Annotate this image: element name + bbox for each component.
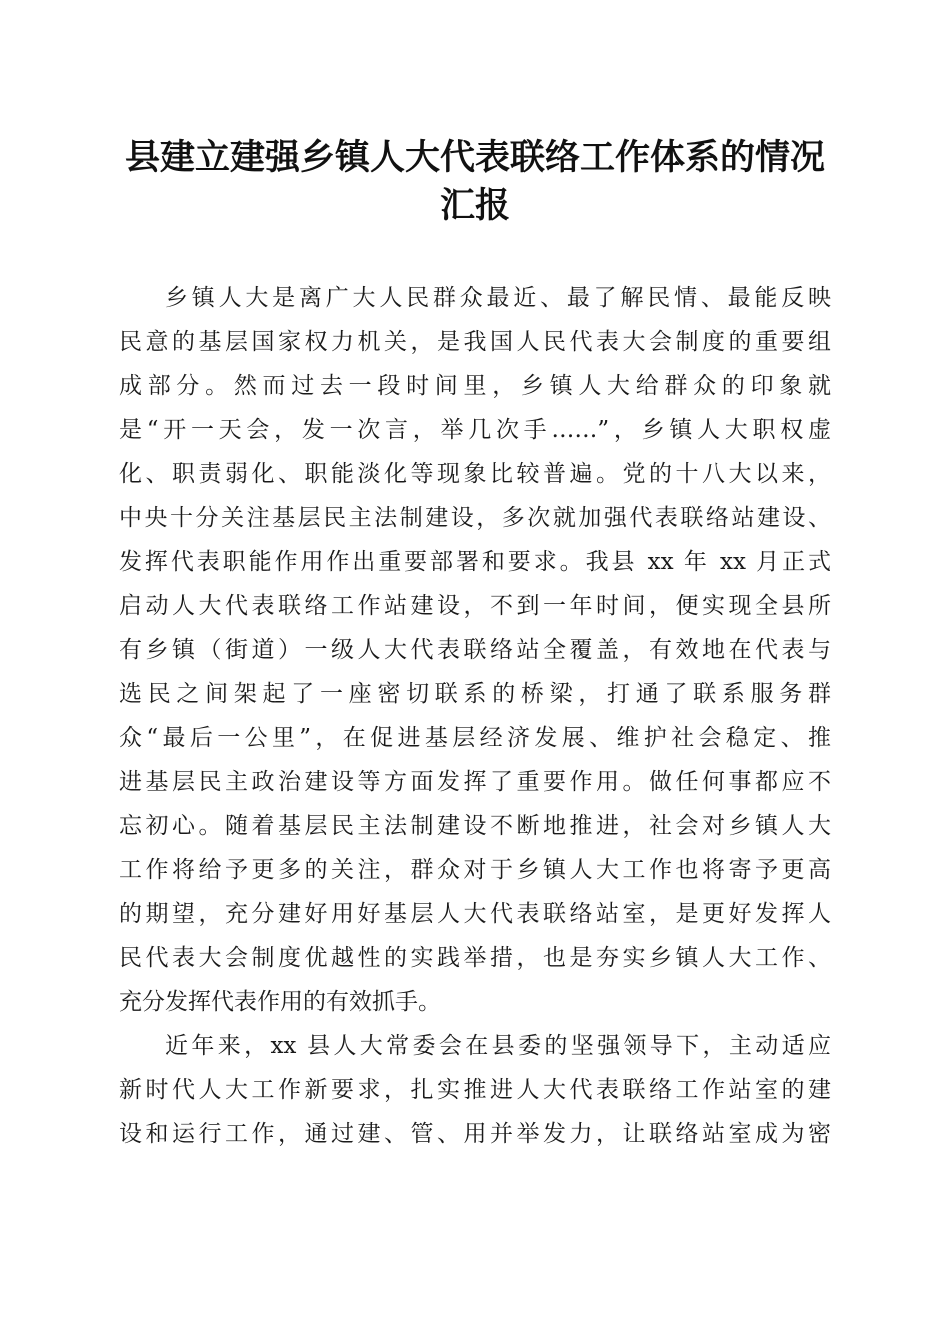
paragraph-line: 忘初心。随着基层民主法制建设不断地推进，社会对乡镇人大 <box>119 813 831 839</box>
paragraph-line: 新时代人大工作新要求，扎实推进人大代表联络工作站室的建 <box>119 1077 831 1103</box>
paragraph-line: 是“开一天会，发一次言，举几次手……”，乡镇人大职权虚 <box>119 417 831 443</box>
paragraph-line: 发挥代表职能作用作出重要部署和要求。我县 xx 年 xx 月正式 <box>119 549 831 575</box>
paragraph-line: 成部分。然而过去一段时间里，乡镇人大给群众的印象就 <box>119 373 831 399</box>
paragraph-line: 近年来，xx 县人大常委会在县委的坚强领导下，主动适应 <box>165 1033 831 1059</box>
paragraph-line: 充分发挥代表作用的有效抓手。 <box>119 989 441 1015</box>
title-line: 汇报 <box>439 185 510 226</box>
paragraph-line: 民代表大会制度优越性的实践举措，也是夯实乡镇人大工作、 <box>119 945 831 971</box>
paragraph-line: 乡镇人大是离广大人民群众最近、最了解民情、最能反映 <box>165 285 831 311</box>
paragraph-2 <box>119 1024 831 1156</box>
paragraph-line: 化、职责弱化、职能淡化等现象比较普遍。党的十八大以来， <box>119 461 831 487</box>
paragraph-line: 的期望，充分建好用好基层人大代表联络站室，是更好发挥人 <box>119 901 831 927</box>
document-title <box>110 134 840 230</box>
paragraph-line: 设和运行工作，通过建、管、用并举发力，让联络站室成为密 <box>119 1121 831 1147</box>
paragraph-1 <box>119 276 831 1024</box>
paragraph-line: 启动人大代表联络工作站建设，不到一年时间，便实现全县所 <box>119 593 831 619</box>
paragraph-line: 众“最后一公里”，在促进基层经济发展、维护社会稳定、推 <box>119 725 831 751</box>
paragraph-line: 民意的基层国家权力机关，是我国人民代表大会制度的重要组 <box>119 329 831 355</box>
paragraph-line: 工作将给予更多的关注，群众对于乡镇人大工作也将寄予更高 <box>119 857 831 883</box>
document-body <box>119 276 831 1156</box>
paragraph-line: 选民之间架起了一座密切联系的桥梁，打通了联系服务群 <box>119 681 831 707</box>
paragraph-line: 中央十分关注基层民主法制建设，多次就加强代表联络站建设、 <box>119 505 831 531</box>
paragraph-line: 有乡镇（街道）一级人大代表联络站全覆盖，有效地在代表与 <box>119 637 831 663</box>
paragraph-line: 进基层民主政治建设等方面发挥了重要作用。做任何事都应不 <box>119 769 831 795</box>
title-line: 县建立建强乡镇人大代表联络工作体系的情况 <box>124 137 825 178</box>
